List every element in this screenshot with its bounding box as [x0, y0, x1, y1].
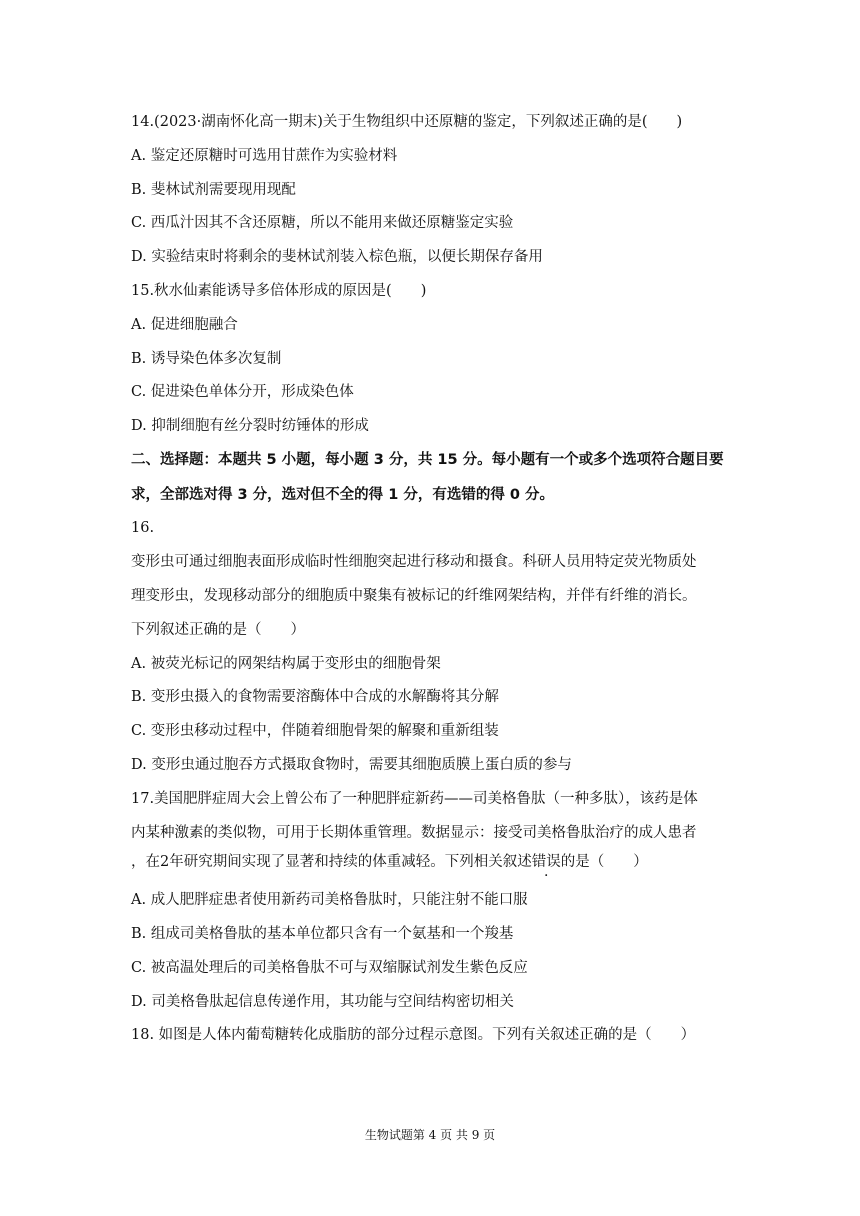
q17-stem-line1: 17.美国肥胖症周大会上曾公布了一种肥胖症新药——司美格鲁肽（一种多肽），该药是体 — [131, 791, 698, 807]
q15-stem: 15.秋水仙素能诱导多倍体形成的原因是( ) — [131, 283, 427, 299]
q15-option-d: D. 抑制细胞有丝分裂时纺锤体的形成 — [131, 418, 369, 434]
q17-option-a: A. 成人肥胖症患者使用新药司美格鲁肽时，只能注射不能口服 — [131, 892, 528, 908]
q18-stem: 18. 如图是人体内葡萄糖转化成脂肪的部分过程示意图。下列有关叙述正确的是（ ） — [131, 1027, 696, 1043]
q16-option-b: B. 变形虫摄入的食物需要溶酶体中合成的水解酶将其分解 — [131, 689, 499, 705]
q17-option-c: C. 被高温处理后的司美格鲁肽不可与双缩脲试剂发生紫色反应 — [131, 960, 528, 976]
q17-stem-line3 — [131, 852, 648, 872]
q16-stem-line1: 变形虫可通过细胞表面形成临时性细胞突起进行移动和摄食。科研人员用特定荧光物质处 — [131, 554, 697, 570]
q16-stem-line3: 下列叙述正确的是（ ） — [131, 622, 305, 638]
q16-option-d: D. 变形虫通过胞吞方式摄取食物时，需要其细胞质膜上蛋白质的参与 — [131, 757, 572, 773]
q16-option-a: A. 被荧光标记的网架结构属于变形虫的细胞骨架 — [131, 656, 441, 672]
q15-option-a: A. 促进细胞融合 — [131, 317, 238, 333]
q16-number: 16. — [131, 520, 155, 536]
q14-option-a: A. 鉴定还原糖时可选用甘蔗作为实验材料 — [131, 148, 398, 164]
q17-stem-line3-end: 的是（ ） — [560, 854, 648, 870]
q17-stem-line2: 内某种激素的类似物，可用于长期体重管理。数据显示：接受司美格鲁肽治疗的成人患者 — [131, 825, 697, 841]
q15-option-c: C. 促进染色单体分开，形成染色体 — [131, 384, 354, 400]
page-footer: 生物试题第 4 页 共 9 页 — [364, 1128, 496, 1142]
q14-option-b: B. 斐林试剂需要现用现配 — [131, 182, 296, 198]
emphasis-dotted-word: 错误 — [531, 854, 561, 870]
q17-option-b: B. 组成司美格鲁肽的基本单位都只含有一个氨基和一个羧基 — [131, 926, 514, 942]
q14-option-d: D. 实验结束时将剩余的斐林试剂装入棕色瓶，以便长期保存备用 — [131, 249, 543, 265]
q15-option-b: B. 诱导染色体多次复制 — [131, 351, 282, 367]
section2-heading-line1: 二、选择题：本题共 5 小题，每小题 3 分，共 15 分。每小题有一个或多个选项符合题目要 — [131, 452, 724, 468]
section2-heading-line2: 求，全部选对得 3 分，选对但不全的得 1 分，有选错的得 0 分。 — [131, 487, 555, 503]
q14-stem: 14.(2023·湖南怀化高一期末)关于生物组织中还原糖的鉴定，下列叙述正确的是( ) — [131, 114, 683, 130]
q16-option-c: C. 变形虫移动过程中，伴随着细胞骨架的解聚和重新组装 — [131, 723, 499, 739]
q16-stem-line2: 理变形虫，发现移动部分的细胞质中聚集有被标记的纤维网架结构，并伴有纤维的消长。 — [131, 588, 697, 604]
q17-option-d: D. 司美格鲁肽起信息传递作用，其功能与空间结构密切相关 — [131, 994, 514, 1010]
q17-stem-line3-start: ，在2年研究期间实现了显著和持续的体重减轻。下列相关叙述 — [131, 854, 532, 870]
q14-option-c: C. 西瓜汁因其不含还原糖，所以不能用来做还原糖鉴定实验 — [131, 215, 514, 231]
